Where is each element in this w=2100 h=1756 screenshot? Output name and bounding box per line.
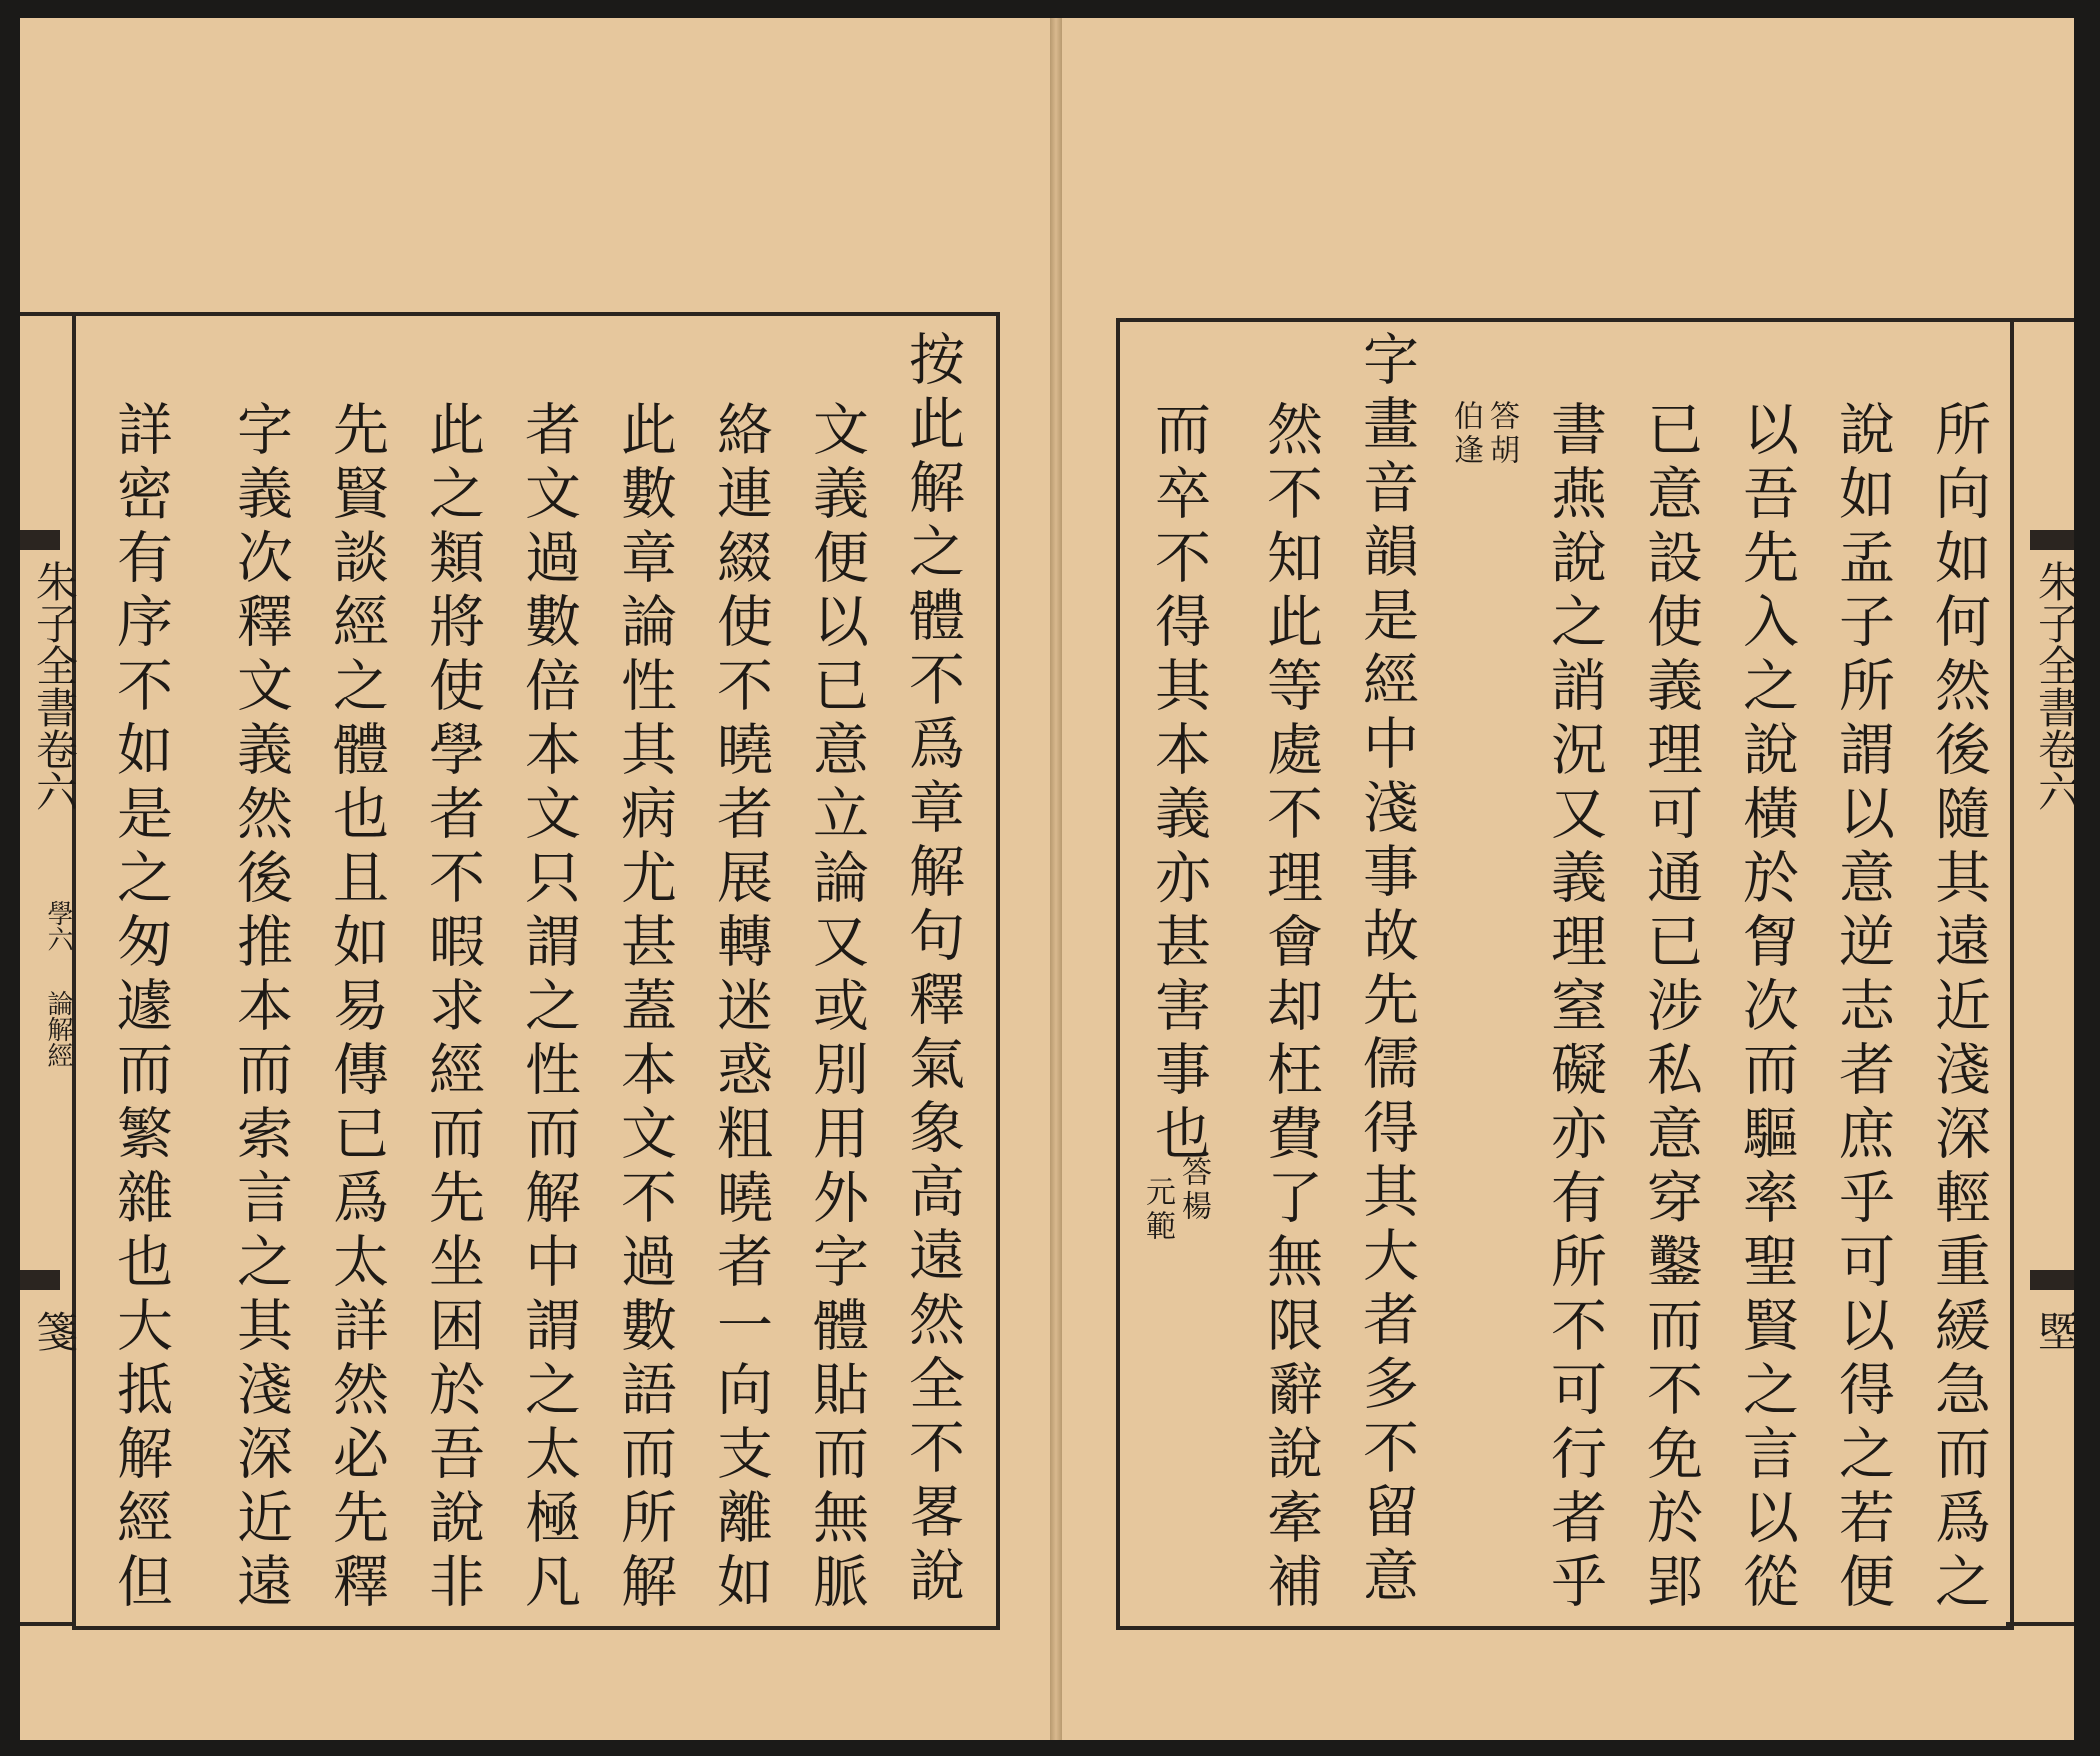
left-banxin-section: 學六 [43, 900, 73, 952]
right-col-8: 而卒不得其本義亦甚害事也 [1146, 400, 1211, 1168]
left-col-8: 字義次釋文義然後推本而索言之其淺深近遠 [228, 400, 293, 1616]
left-col-9: 詳密有序不如是之匆遽而繁雜也大抵解經但 [108, 400, 173, 1616]
left-col-4: 此數章論性其病尤甚蓋本文不過數語而所解 [612, 400, 677, 1616]
left-banxin-bottom: 箋 [30, 1310, 79, 1352]
right-col-4: 已意設使義理可通已涉私意穿鑿而不免於郢 [1638, 400, 1703, 1616]
right-banxin-bottom-rule [2006, 1622, 2074, 1626]
right-note-1b: 伯逢 [1448, 400, 1483, 468]
left-banxin-bottom-rule [20, 1622, 72, 1626]
book-gutter [1050, 18, 1062, 1740]
left-banxin-top-rule [20, 312, 72, 316]
right-banxin-page: 塈 [2032, 1310, 2081, 1352]
right-note-2a: 答楊 [1176, 1156, 1211, 1224]
right-col-3: 以吾先入之說橫於胷次而驅率聖賢之言以從 [1734, 400, 1799, 1616]
left-banxin-title: 朱子全書卷六 [30, 560, 79, 812]
right-col-1: 所向如何然後隨其遠近淺深輕重緩急而爲之 [1926, 400, 1991, 1616]
right-col-7: 然不知此等處不理會却枉費了無限辭說牽補 [1258, 400, 1323, 1616]
left-col-7: 先賢談經之體也且如易傳已爲太詳然必先釋 [324, 400, 389, 1616]
right-note-1a: 答胡 [1484, 400, 1519, 468]
right-banxin-top-rule [2006, 318, 2074, 322]
left-col-5: 者文過數倍本文只謂之性而解中謂之太極凡 [516, 400, 581, 1616]
right-fishtail-bottom [2030, 1270, 2074, 1290]
right-fishtail-top [2030, 530, 2074, 550]
right-note-2b: 元範 [1140, 1176, 1175, 1244]
left-col-3: 絡連綴使不曉者展轉迷惑粗曉者一向支離如 [708, 400, 773, 1616]
left-fishtail-top [20, 530, 60, 550]
left-col-1: 按此解之體不爲章解句釋氣象高遠然全不畧說 [900, 330, 965, 1610]
right-banxin-title: 朱子全書卷六 [2032, 560, 2081, 812]
right-col-2: 說如孟子所謂以意逆志者庶乎可以得之若便 [1830, 400, 1895, 1616]
right-col-6: 字畫音韻是經中淺事故先儒得其大者多不留意 [1354, 330, 1419, 1610]
left-fishtail-bottom [20, 1270, 60, 1290]
right-col-5: 書燕說之誚況又義理窒礙亦有所不可行者乎 [1542, 400, 1607, 1616]
left-banxin-subsection: 論解經 [43, 990, 73, 1068]
left-col-6: 此之類將使學者不暇求經而先坐困於吾說非 [420, 400, 485, 1616]
left-col-2: 文義便以已意立論又或別用外字體貼而無脈 [804, 400, 869, 1616]
